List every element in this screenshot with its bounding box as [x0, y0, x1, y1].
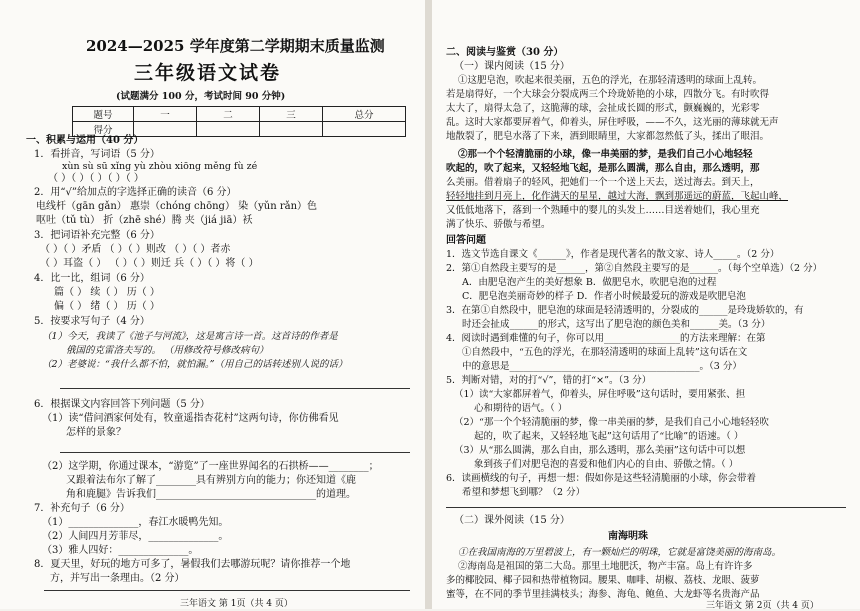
- text-line: （ ）（ ）矛盾 （ ）（ ）则改 （ ）（ ）者赤: [40, 244, 231, 255]
- text-line: （ ）（ ）（ ）（ ）（ ）: [48, 173, 144, 184]
- text-line: 4．阅读时遇到难懂的句子，你可以用________________的方法来理解：在第: [446, 333, 766, 344]
- pinyin-line: xùn sù sū xǐng yù zhòu xiōng měng fù zé: [62, 161, 258, 172]
- text-line: （1）今天，我读了《池子与河流》，这是寓言诗一首。这首诗的作者是: [42, 331, 338, 342]
- text-line: 偏（ ） 绪（ ） 历（ ）: [54, 301, 160, 312]
- text-line: 角和鹿腿》告诉我们________________________________的道理。: [66, 489, 356, 500]
- text-line: C．肥皂泡美丽奇妙的样子 D．作者小时候最爱玩的游戏是吹肥皂泡: [462, 291, 746, 302]
- page-fold: [425, 0, 432, 609]
- text-line: 电线杆（gān gǎn） 惠崇（chóng chōng） 染（yǔn rǎn）色: [36, 201, 318, 212]
- text-line: （2）这学期，你通过课本，“游览”了一座世界闻名的石拱桥——________；: [42, 461, 379, 472]
- text-line: 俄国的克雷洛夫写的。 （用修改符号修改病句）: [66, 345, 269, 356]
- answer-line[interactable]: [44, 590, 410, 591]
- page-footer: 三年语文 第 2页（共 4 页）: [706, 601, 819, 611]
- score-cell: 总分: [323, 107, 406, 122]
- text-line: 2．第①自然段主要写的是______，第②自然段主要写的是______。（每个空单选）（2 分）: [446, 263, 823, 274]
- answer-line[interactable]: [60, 452, 410, 453]
- text-line: 起的，吹了起来，又轻轻地飞起”这句话用了“比喻”的语速。（ ）: [474, 431, 744, 442]
- text-line: （1）______________，春江水暖鸭先知。: [42, 517, 229, 528]
- passage-line: ②海南岛是祖国的第二大岛。那里土地肥沃，物产丰富。岛上有许许多: [458, 561, 753, 572]
- score-input-3[interactable]: [260, 122, 323, 137]
- passage-line: ①在我国南海的万里碧波上，有一颗灿烂的明珠，它就是富饶美丽的海南岛。: [458, 547, 782, 558]
- text-line: 中的意思是________________________________________。（3 分）: [462, 361, 742, 372]
- text-line: （2）老婆说：“我什么都不怕，就怕漏。”（用自己的话转述别人说的话）: [42, 359, 348, 370]
- text-line: 心和期待的语气。（ ）: [474, 403, 568, 414]
- text-line: A．由肥皂泡产生的美好想象 B．做肥皂水，吹肥皂泡的过程: [462, 277, 717, 288]
- text-line: （1）读“借问酒家何处有，牧童遥指杏花村”这两句诗，你仿佛看见: [42, 413, 339, 424]
- text-line: 5．判断对错，对的打“√”，错的打“×”。（3 分）: [446, 375, 652, 386]
- text-line: 1．选文节选自课文《______》，作者是现代著名的散文家、诗人_____。（2 分）: [446, 249, 780, 260]
- text-line: 时还会扯成______的形式，这写出了肥皂泡的颜色美和______美。（3 分）: [462, 319, 771, 330]
- text-line: 3．把词语补充完整（6 分）: [34, 230, 160, 241]
- text-line: ①自然段中，“五色的浮光，在那轻清透明的球面上乱转”这句话在文: [462, 347, 748, 358]
- score-cell: 题号: [73, 107, 134, 122]
- text-line: 7．补充句子（6 分）: [34, 503, 130, 514]
- text-line: 呕吐（tǔ tù） 折（zhē shé）腾 夹（jiá jiā）袄: [36, 215, 253, 226]
- score-input-2[interactable]: [197, 122, 260, 137]
- text-line: 3．在第①自然段中，肥皂泡的球面是轻清透明的，分裂成的______是玲珑娇软的，有: [446, 305, 804, 316]
- answer-line[interactable]: [446, 507, 846, 508]
- text-line: 希望和梦想飞到哪？（2 分）: [462, 487, 586, 498]
- score-cell: 一: [134, 107, 197, 122]
- passage-line: 满了快乐、骄傲与希望。: [446, 219, 551, 230]
- text-line: 又跟着法布尔了解了________具有辨别方向的能力；你还知道《鹿: [66, 475, 356, 486]
- text-line: 一、积累与运用（40 分）: [26, 135, 144, 146]
- exam-note: (试题满分 100 分，考试时间 90 分钟): [116, 91, 286, 102]
- score-input-total[interactable]: [323, 122, 406, 137]
- text-line: 6．读画横线的句子，再想一想：假如你是这些轻清脆丽的小球，你会带着: [446, 473, 757, 484]
- page-footer: 三年语文 第 1页（共 4 页）: [180, 599, 293, 609]
- text-line: 8．夏天里，好玩的地方可多了，暑假我们去哪游玩呢？请你推荐一个地: [34, 559, 351, 570]
- passage-line: 吹起的，吹了起来，又轻轻地飞起，是那么圆满，那么自由，那么透明，那: [446, 163, 760, 174]
- text-line: 方，并写出一条理由。（2 分）: [50, 573, 185, 584]
- score-cell: 二: [197, 107, 260, 122]
- text-line: 二、阅读与鉴赏（30 分）: [446, 47, 564, 58]
- exam-subtitle: 三年级语文试卷: [134, 62, 282, 84]
- text-line: （1）读“大家都屏着气，仰着头，屏住呼吸”这句话时，要用紧张、担: [454, 389, 746, 400]
- text-line: 怎样的景象？: [66, 427, 126, 438]
- passage-line: 蜜等，在不同的季节里挂满枝头；海参、海龟、鲍鱼、大龙虾等名贵海产品: [446, 589, 760, 600]
- passage-line: 太大了，扇得太急了，这脆薄的球，会扯成长圆的形式，颤巍巍的，光彩零: [446, 103, 760, 114]
- text-line: （3）从“那么圆满，那么自由，那么透明，那么美丽”这句话中可以想: [454, 445, 746, 456]
- passage-line: 又低低地落下，落到一个熟睡中的婴儿的头发上……目送着她们，我心里充: [446, 205, 760, 216]
- passage-line: 多的椰胶园、椰子园和热带植物园。腰果、咖啡、胡椒、荔枝、龙眼、菠萝: [446, 575, 760, 586]
- text-line: （2）人间四月芳菲尽，______________。: [42, 531, 229, 542]
- passage-line: 么美丽。借着扇子的轻风，把她们一个一个送上天去，送过海去。到天上，: [446, 177, 760, 188]
- text-line: 2．用“√”给加点的字选择正确的读音（6 分）: [34, 187, 237, 198]
- passage-line: ①这肥皂泡，吹起来很美丽，五色的浮光，在那轻清透明的球面上乱转。: [458, 75, 763, 86]
- text-line: 4．比一比，组词（6 分）: [34, 273, 150, 284]
- exam-year-title: 2024—2025 学年度第二学期期末质量监测: [86, 37, 385, 55]
- text-line: 回答问题: [446, 235, 486, 246]
- text-line: 象到孩子们对肥皂泡的喜爱和他们内心的自由、骄傲之情。（ ）: [474, 459, 739, 470]
- passage-line: ②那一个个轻清脆丽的小球，像一串美丽的梦，是我们自己小心地轻轻: [458, 149, 753, 160]
- text-line: 6．根据课文内容回答下列问题（5 分）: [34, 399, 210, 410]
- text-line: 5．按要求写句子（4 分）: [34, 316, 150, 327]
- text-line: 篇（ ） 续（ ） 历（ ）: [54, 287, 160, 298]
- answer-line[interactable]: [60, 388, 410, 389]
- text-line: （3）雅人四好：______________。: [42, 545, 199, 556]
- score-table: [72, 106, 406, 137]
- passage-underlined-line: 轻轻地挂到月亮上，化作满天的星星，越过大海，飘到那遥远的蔚蓝，飞起山峰，: [446, 191, 789, 202]
- score-table-header-row: [73, 107, 406, 122]
- score-cell: 三: [260, 107, 323, 122]
- score-cell: 得分: [73, 122, 134, 137]
- text-line: （二）课外阅读（15 分）: [454, 515, 570, 526]
- text-line: 1．看拼音，写词语（5 分）: [34, 149, 160, 160]
- passage-line: 地散裂了，肥皂水落了下来，洒到眼睛里，大家都忽然低了头，揉出了眼泪。: [446, 131, 770, 142]
- text-line: （2）“那一个个轻清脆丽的梦，像一串美丽的梦，是我们自己小心地轻轻吹: [454, 417, 769, 428]
- text-line: （一）课内阅读（15 分）: [454, 61, 570, 72]
- passage-line: 乱。这时大家都要屏着气，仰着头，屏住呼吸，——不久，这光丽的薄球就无声: [446, 117, 779, 128]
- reading-title: 南海明珠: [608, 531, 648, 542]
- passage-line: 若是扇得好，一个大球会分裂成两三个玲珑娇艳的小球，四散分飞。有时吹得: [446, 89, 770, 100]
- text-line: （ ）耳盗（ ） （ ）（ ）则迁 兵（ ）（ ）将（ ）: [40, 258, 259, 269]
